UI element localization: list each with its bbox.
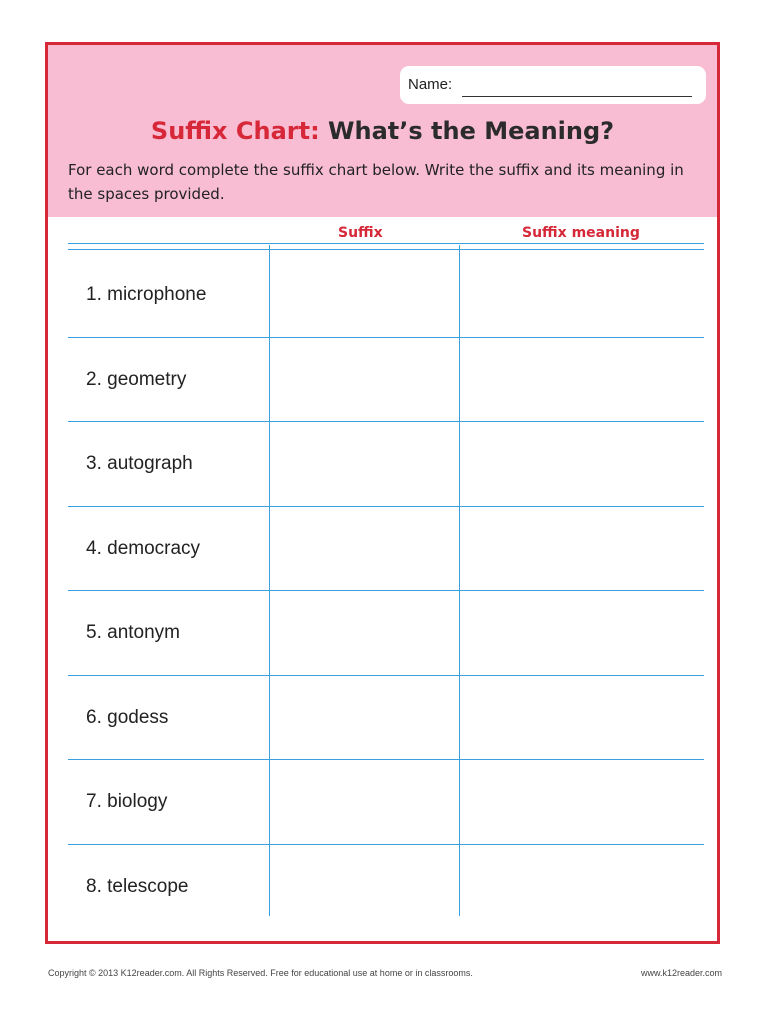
row-word-label: 3. autograph [86, 453, 193, 474]
worksheet-frame [45, 42, 720, 944]
row-word-label: 4. democracy [86, 537, 201, 559]
meaning-answer-cell[interactable] [461, 677, 702, 758]
row-word-label: 7. biology [86, 791, 168, 812]
suffix-answer-cell[interactable] [271, 339, 457, 420]
name-label: Name: [408, 76, 453, 93]
row-word-label: 6. godess [86, 706, 169, 728]
meaning-answer-cell[interactable] [461, 761, 702, 842]
row-word-label: 1. microphone [86, 284, 207, 305]
meaning-answer-cell[interactable] [461, 508, 702, 589]
name-box[interactable] [400, 66, 706, 104]
column-header-suffix: Suffix [338, 225, 383, 241]
meaning-answer-cell[interactable] [461, 846, 702, 927]
footer-copyright: Copyright © 2013 K12reader.com. All Rights Reserved. Free for educational use at home or in classrooms. [48, 968, 473, 978]
row-word-label: 5. antonym [86, 622, 180, 643]
meaning-answer-cell[interactable] [461, 423, 702, 504]
row-word-label: 8. telescope [86, 875, 189, 897]
row-divider [68, 337, 704, 338]
row-divider [68, 675, 704, 676]
title-part1: Suffix Chart: [150, 117, 320, 145]
column-divider [459, 245, 460, 916]
suffix-answer-cell[interactable] [271, 846, 457, 927]
row-divider [68, 759, 704, 760]
header-band [48, 45, 717, 217]
title-part2: What’s the Meaning? [328, 117, 615, 145]
column-divider [269, 245, 270, 916]
footer-website[interactable]: www.k12reader.com [640, 968, 722, 978]
suffix-answer-cell[interactable] [271, 592, 457, 673]
row-divider [68, 844, 704, 845]
meaning-answer-cell[interactable] [461, 339, 702, 420]
row-word-label: 2. geometry [86, 368, 187, 390]
column-header-meaning: Suffix meaning [522, 225, 640, 241]
row-divider [68, 590, 704, 591]
suffix-answer-cell[interactable] [271, 254, 457, 335]
name-input-line[interactable] [462, 96, 692, 97]
suffix-answer-cell[interactable] [271, 761, 457, 842]
header-rule [68, 243, 704, 244]
row-divider [68, 506, 704, 507]
instructions: For each word complete the suffix chart below. Write the suffix and its meaning in the spaces provided. [68, 161, 684, 203]
meaning-answer-cell[interactable] [461, 254, 702, 335]
row-divider [68, 421, 704, 422]
page-title [48, 117, 717, 145]
suffix-answer-cell[interactable] [271, 677, 457, 758]
meaning-answer-cell[interactable] [461, 592, 702, 673]
header-rule [68, 249, 704, 250]
suffix-answer-cell[interactable] [271, 508, 457, 589]
suffix-answer-cell[interactable] [271, 423, 457, 504]
